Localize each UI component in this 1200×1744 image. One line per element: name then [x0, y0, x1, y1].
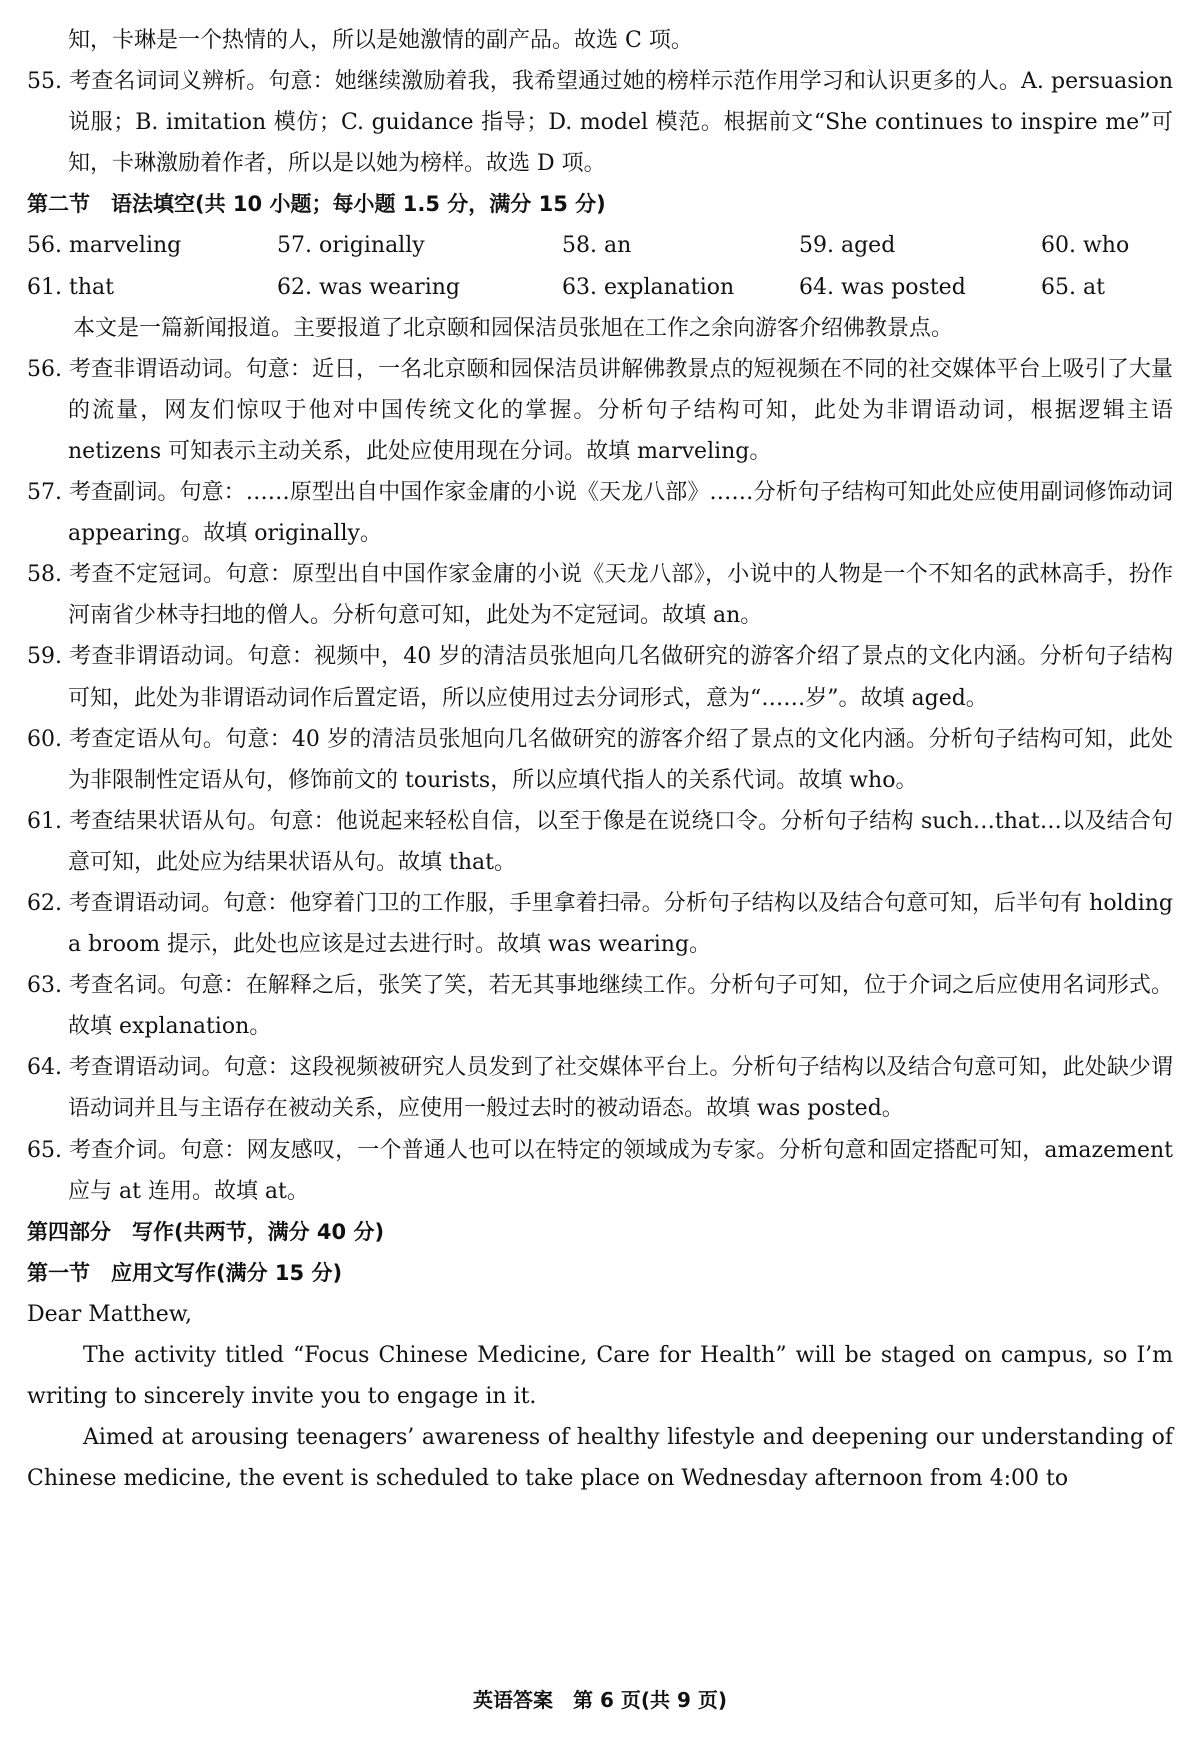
answer-63: 63. explanation — [562, 274, 735, 300]
letter-paragraph-2: Aimed at arousing teenagers’ awareness of healthy lifestyle and deepening our understanding of Chinese medicine, the event is scheduled to take place on Wednesday afternoon from 4:00 to — [27, 1425, 1173, 1492]
answer-sheet-page — [27, 20, 1173, 1499]
answer-65: 65. at — [1041, 274, 1105, 300]
explanation-62: 62. 考查谓语动词。句意：他穿着门卫的工作服，手里拿着扫帚。分析句子结构以及结合句意可知，后半句有 holding a broom 提示，此处也应该是过去进行时。故填 was wearing。 — [27, 890, 1173, 958]
explanation-64: 64. 考查谓语动词。句意：这段视频被研究人员发到了社交媒体平台上。分析句子结构以及结合句意可知，此处缺少谓语动词并且与主语存在被动关系，应使用一般过去时的被动语态。故填 was posted。 — [27, 1055, 1173, 1122]
explanation-57: 57. 考查副词。句意：……原型出自中国作家金庸的小说《天龙八部》……分析句子结构可知此处应使用副词修饰动词 appearing。故填 originally。 — [27, 480, 1173, 547]
section-heading-grammar: 第二节 语法填空(共 10 小题；每小题 1.5 分，满分 15 分) — [27, 192, 606, 217]
answer-62: 62. was wearing — [277, 274, 460, 300]
section-heading-practical-writing: 第一节 应用文写作(满分 15 分) — [27, 1260, 343, 1285]
explanation-59: 59. 考查非谓语动词。句意：视频中，40 岁的清洁员张旭向几名做研究的游客介绍了景点的文化内涵。分析句子结构可知，此处为非谓语动词作后置定语，所以应使用过去分词形式，意为“……岁”。故填 aged。 — [27, 644, 1173, 711]
letter-salutation: Dear Matthew, — [27, 1301, 193, 1327]
answer-60: 60. who — [1041, 233, 1130, 259]
paragraph-54-tail: 知，卡琳是一个热情的人，所以是她激情的副产品。故选 C 项。 — [68, 28, 693, 53]
explanation-63: 63. 考查名词。句意：在解释之后，张笑了笑，若无其事地继续工作。分析句子可知，位于介词之后应使用名词形式。故填 explanation。 — [27, 973, 1173, 1040]
paragraph-55: 55. 考查名词词义辨析。句意：她继续激励着我，我希望通过她的榜样示范作用学习和认识更多的人。A. persuasion 说服；B. imitation 模仿；C. guidance 指导；D. model 模范。根据前文“She continues to inspire me”可知，卡琳激励着作者，所以是以她为榜样。故选 D 项。 — [27, 69, 1173, 177]
answer-61: 61. that — [27, 274, 114, 300]
answer-57: 57. originally — [277, 233, 425, 259]
explanation-61: 61. 考查结果状语从句。句意：他说起来轻松自信，以至于像是在说绕口令。分析句子结构 such…that…以及结合句意可知，此处应为结果状语从句。故填 that。 — [27, 808, 1173, 875]
part-heading-writing: 第四部分 写作(共两节，满分 40 分) — [27, 1219, 385, 1244]
answer-59: 59. aged — [799, 233, 896, 259]
explanation-65: 65. 考查介词。句意：网友感叹，一个普通人也可以在特定的领域成为专家。分析句意和固定搭配可知，amazement 应与 at 连用。故填 at。 — [27, 1137, 1173, 1204]
answer-58: 58. an — [562, 233, 632, 259]
explanation-58: 58. 考查不定冠词。句意：原型出自中国作家金庸的小说《天龙八部》，小说中的人物是一个不知名的武林高手，扮作河南省少林寺扫地的僧人。分析句意可知，此处为不定冠词。故填 an。 — [27, 562, 1173, 629]
answer-56: 56. marveling — [27, 233, 182, 259]
explanation-60: 60. 考查定语从句。句意：40 岁的清洁员张旭向几名做研究的游客介绍了景点的文化内涵。分析句子结构可知，此处为非限制性定语从句，修饰前文的 tourists，所以应填代指人的关系代词。故填 who。 — [27, 726, 1173, 793]
answer-64: 64. was posted — [799, 274, 966, 300]
letter-paragraph-1: The activity titled “Focus Chinese Medicine, Care for Health” will be staged on campus, so I’m writing to sincerely invite you to engage in it. — [27, 1343, 1173, 1410]
answer-grid — [27, 225, 1173, 307]
passage-intro: 本文是一篇新闻报道。主要报道了北京颐和园保洁员张旭在工作之余向游客介绍佛教景点。 — [73, 315, 954, 341]
explanation-56: 56. 考查非谓语动词。句意：近日，一名北京颐和园保洁员讲解佛教景点的短视频在不同的社交媒体平台上吸引了大量的流量，网友们惊叹于他对中国传统文化的掌握。分析句子结构可知，此处为非谓语动词，根据逻辑主语 netizens 可知表示主动关系，此处应使用现在分词。故填 marveling。 — [27, 356, 1173, 464]
page-footer: 英语答案 第 6 页(共 9 页) — [473, 1688, 727, 1712]
